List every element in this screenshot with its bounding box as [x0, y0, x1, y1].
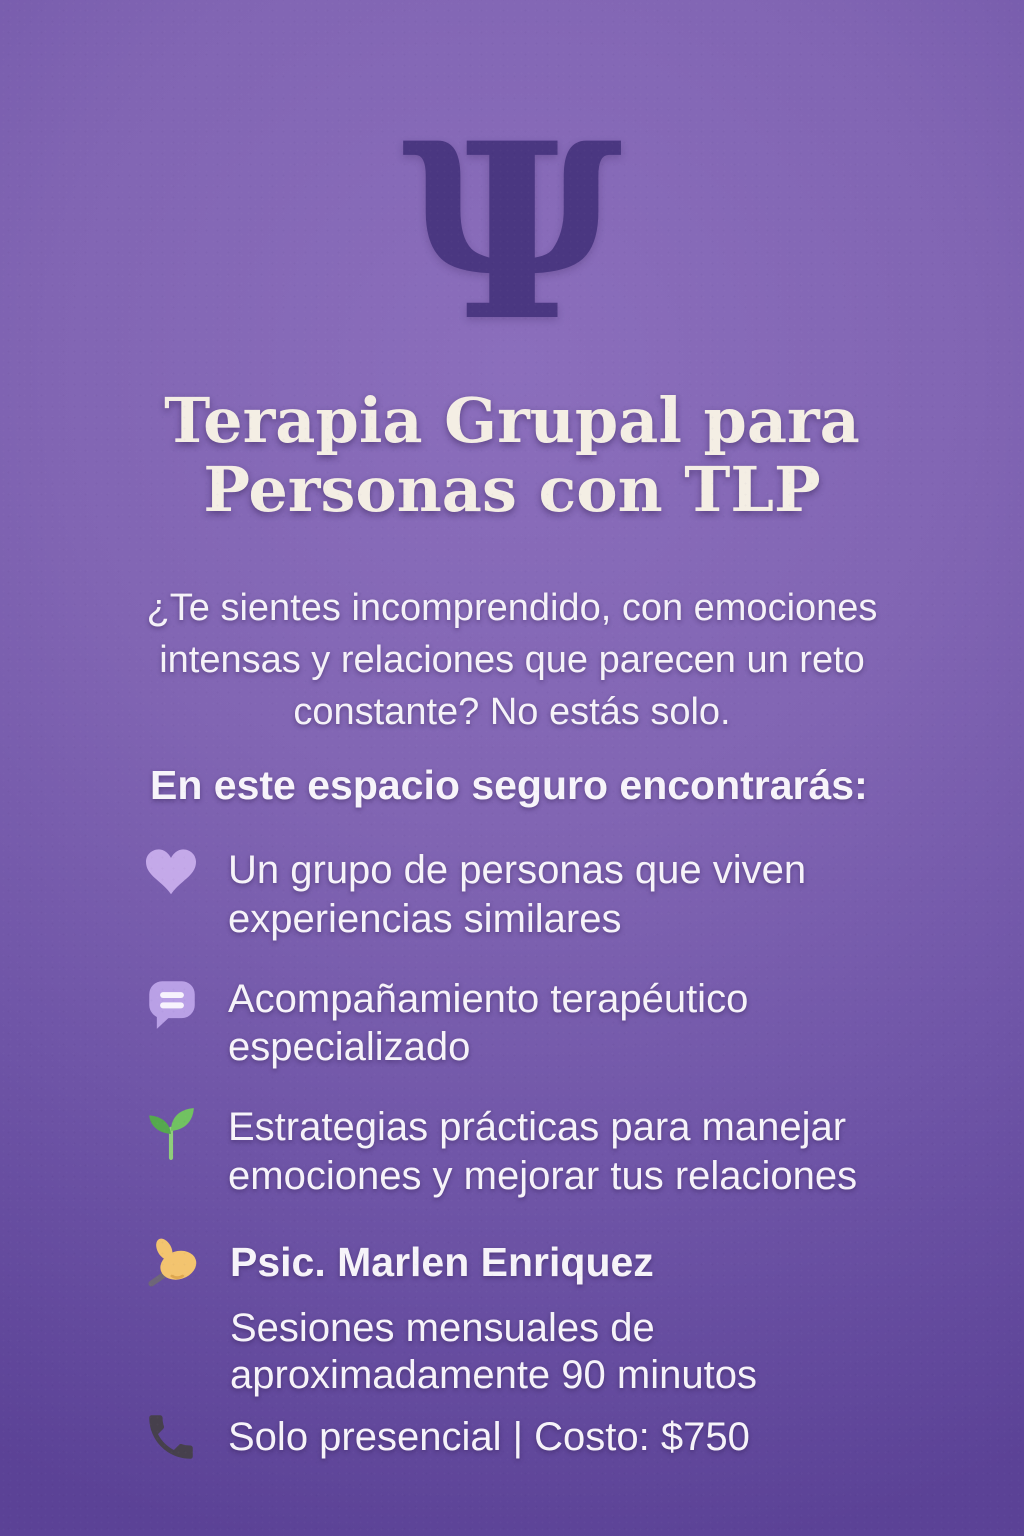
therapist-name: Psic. Marlen Enriquez [230, 1238, 654, 1285]
speech-balloon-icon [146, 978, 198, 1030]
schedule-text: Sesiones mensuales de aproximadamente 90 minutos [230, 1306, 757, 1398]
flyer-title: Terapia Grupal para Personas con TLP [164, 384, 860, 527]
contact-text: Solo presencial | Costo: $750 [228, 1414, 750, 1459]
writing-hand-icon [146, 1236, 202, 1288]
benefits-heading: En este espacio seguro encontrarás: [150, 762, 868, 808]
psi-symbol: Ψ [401, 91, 623, 375]
benefit-text: Estrategias prácticas para manejar emociones y mejorar tus relaciones [228, 1105, 858, 1198]
list-item [146, 975, 926, 1073]
seedling-icon [146, 1106, 198, 1158]
therapist-row [146, 1236, 654, 1288]
contact-row [142, 1408, 750, 1466]
phone-receiver-icon [142, 1408, 200, 1466]
list-item [146, 1103, 926, 1201]
benefit-text: Acompañamiento terapéutico especializado [228, 976, 749, 1070]
benefits-list [146, 846, 926, 1232]
intro-text: ¿Te sientes incomprendido, con emociones intensas y relaciones que parecen un reto constante? No estás solo. [146, 587, 878, 734]
list-item [146, 846, 926, 944]
purple-heart-icon [146, 849, 198, 901]
benefit-text: Un grupo de personas que viven experiencias similares [228, 848, 807, 941]
